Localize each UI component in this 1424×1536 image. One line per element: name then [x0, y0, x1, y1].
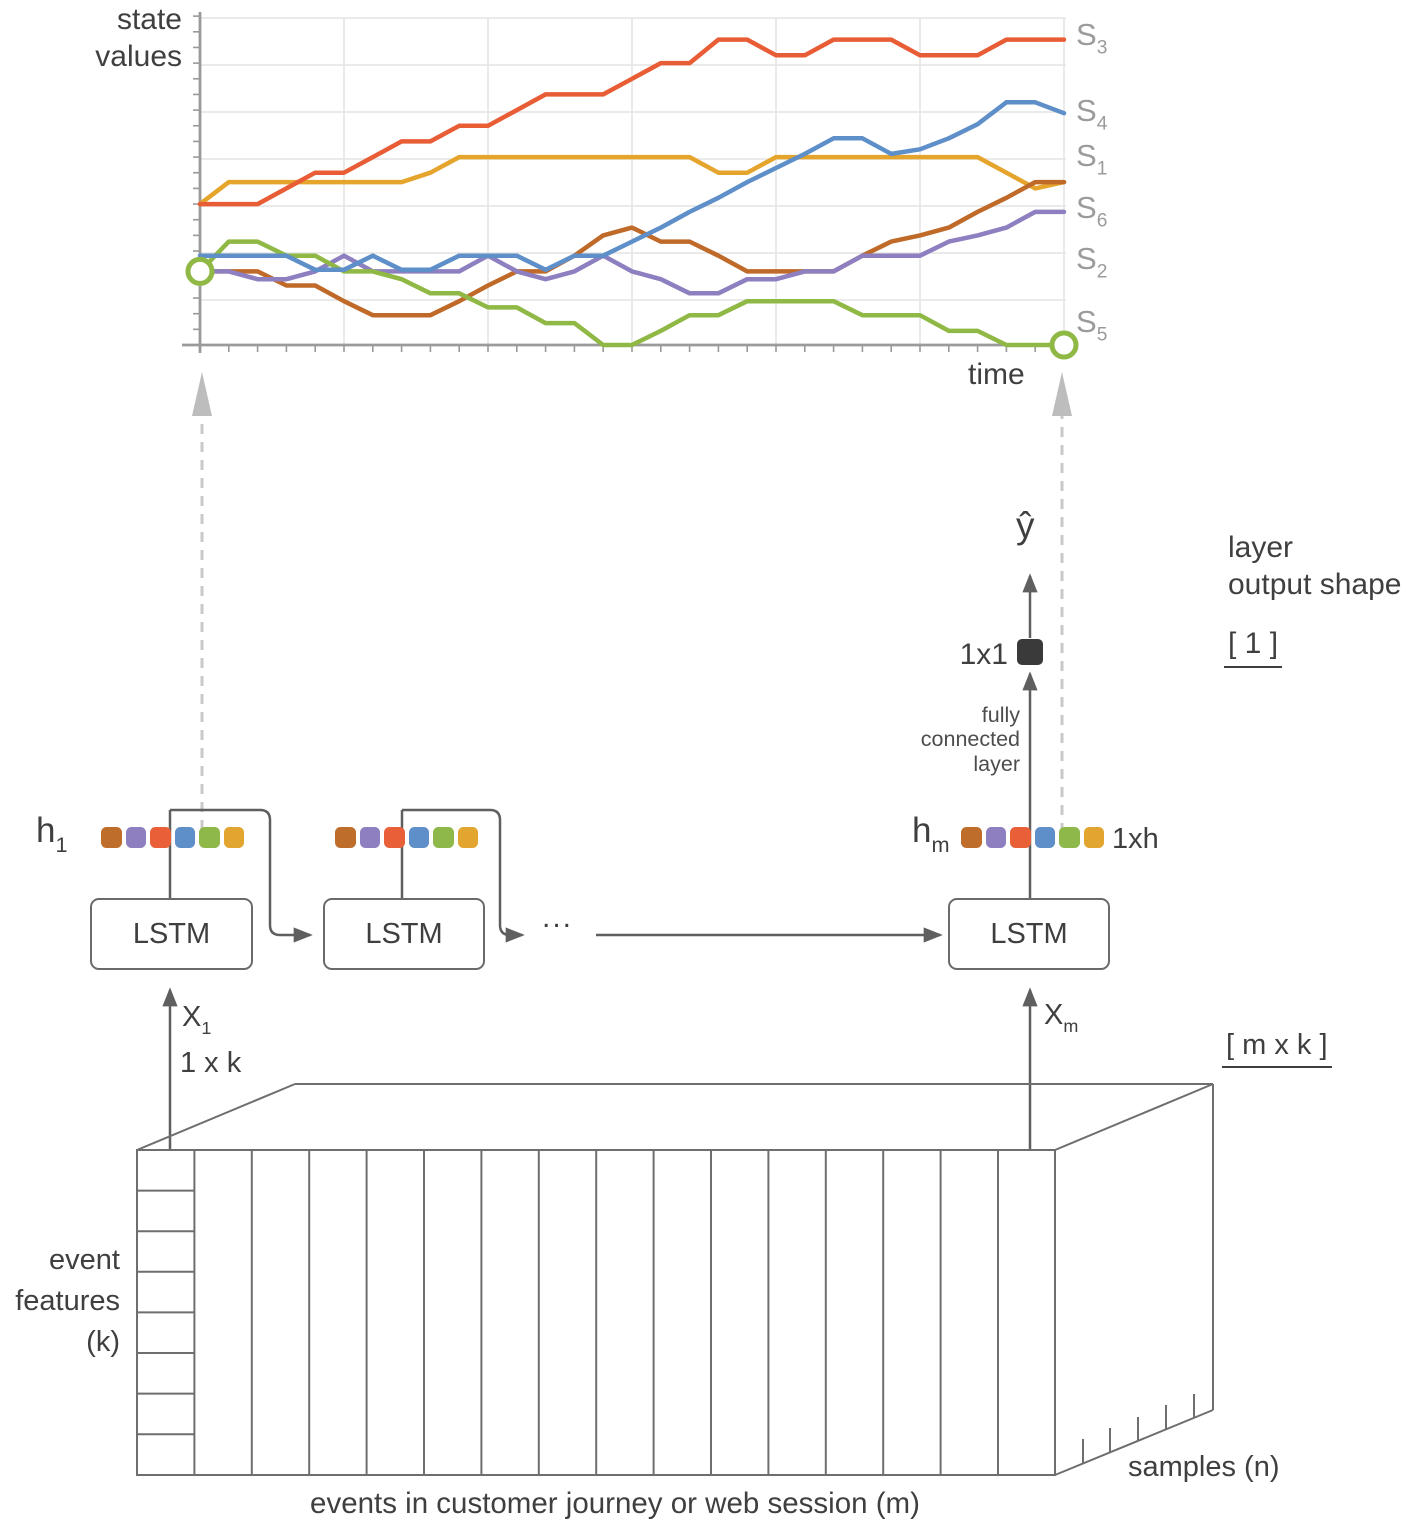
series-label-s5: $S_5$	[1076, 304, 1108, 346]
hidden-state-swatch-4	[199, 827, 220, 848]
x1-dim-label: 1 x k	[180, 1047, 242, 1079]
endpoint-marker-start	[188, 259, 212, 283]
h1-vector	[101, 827, 244, 848]
series-label-s4: $S_4$	[1076, 93, 1108, 135]
xm-label: $X_m$	[1044, 999, 1079, 1037]
hidden-state-swatch-4	[433, 827, 454, 848]
series-label-s3: $S_3$	[1076, 17, 1108, 59]
layer-output-shape-heading: layer output shape	[1228, 531, 1402, 601]
hidden-state-swatch-1	[360, 827, 381, 848]
cube-column-dividers	[194, 1150, 998, 1475]
hidden-state-swatch-1	[986, 827, 1007, 848]
x1-label: $X_1$	[182, 1001, 212, 1039]
yhat-label: ŷ	[1016, 505, 1035, 546]
fc-shape-label: [ 1 ]	[1224, 626, 1282, 668]
fc-dim-label: 1x1	[959, 638, 1008, 671]
state-values-chart	[182, 12, 1076, 357]
hidden-state-swatch-2	[1010, 827, 1031, 848]
hidden-state-swatch-1	[126, 827, 147, 848]
hm-vector	[961, 827, 1104, 848]
cube-right-top-slant	[1055, 1084, 1213, 1150]
hidden-state-swatch-0	[335, 827, 356, 848]
series-label-s2: $S_2$	[1076, 241, 1108, 283]
cube-feature-row-dividers	[137, 1191, 194, 1435]
endpoint-marker-end	[1052, 333, 1076, 357]
dashed-arrowhead-left	[192, 372, 212, 416]
hidden-state-swatch-5	[224, 827, 245, 848]
input-shape-label: [ m x k ]	[1222, 1028, 1332, 1068]
y-axis-title: state values	[95, 3, 182, 73]
hidden-state-swatch-3	[1035, 827, 1056, 848]
hidden-state-swatch-3	[409, 827, 430, 848]
lstm-cell-2: LSTM	[323, 898, 485, 970]
series-label-s6: $S_6$	[1076, 190, 1108, 232]
dashed-arrowhead-right	[1052, 372, 1072, 416]
hidden-state-swatch-4	[1059, 827, 1080, 848]
x-axis-title: time	[968, 358, 1025, 391]
h1-label: $h_1$	[36, 811, 68, 857]
hidden-state-swatch-2	[384, 827, 405, 848]
fc-layer-label: fully connected layer	[920, 703, 1020, 776]
event-features-label: event features (k)	[15, 1244, 120, 1359]
fc-output-node	[1017, 639, 1043, 665]
hidden-state-swatch-3	[175, 827, 196, 848]
hidden-state-swatch-0	[101, 827, 122, 848]
connectors	[170, 576, 1030, 1150]
series-label-s1: $S_1$	[1076, 138, 1108, 180]
hidden-state-swatch-5	[1084, 827, 1105, 848]
events-axis-label: events in customer journey or web session (m)	[310, 1487, 920, 1520]
hidden-state-swatch-0	[961, 827, 982, 848]
samples-axis-label: samples (n)	[1128, 1451, 1280, 1483]
hidden-state-swatch-5	[458, 827, 479, 848]
cube-left-slant	[137, 1084, 295, 1150]
input-tensor-cube	[137, 1084, 1213, 1475]
lstm-cell-1: LSTM	[90, 898, 253, 970]
hm-label: $h_m$	[912, 811, 950, 857]
h-dim-label: 1xh	[1112, 823, 1159, 855]
h2-vector	[335, 827, 478, 848]
hidden-state-swatch-2	[150, 827, 171, 848]
lstm-cell-m: LSTM	[948, 898, 1110, 970]
ellipsis: ...	[542, 901, 574, 934]
